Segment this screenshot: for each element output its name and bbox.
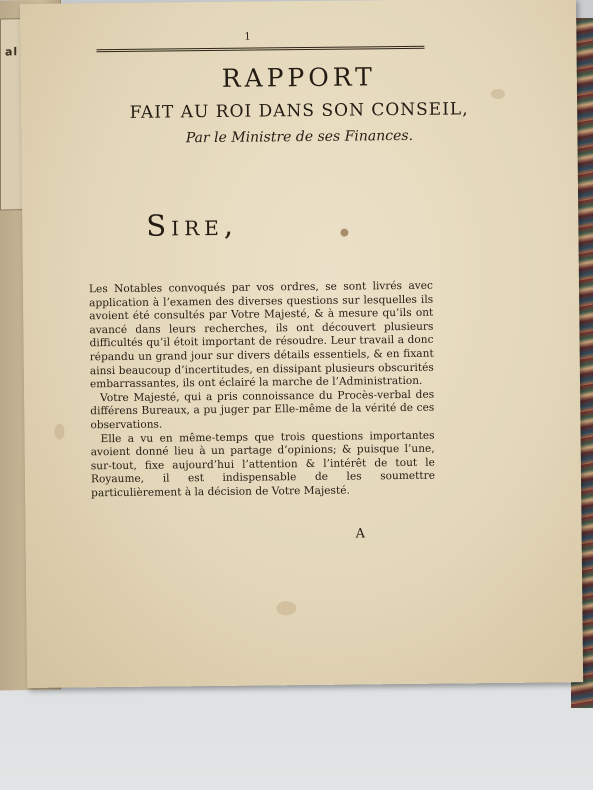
salutation: Sire, xyxy=(146,207,239,243)
paragraph: Elle a vu en même-temps que trois questions importantes avoient donné lieu à un partage d’opinions; & puisque l’une, sur-tout, fixe aujourd’hui l’attention & l’intérêt de tout le Royaume, il est indispensable de les soumettre particulièrement à la décision de Votre Majesté. xyxy=(90,429,436,500)
foxing-stain xyxy=(54,424,64,440)
title-rule xyxy=(96,46,424,52)
document-page xyxy=(20,0,583,688)
spine-label-text: al xyxy=(5,45,19,59)
paragraph: Votre Majesté, qui a pris connoissance du Procès-verbal des différens Bureaux, a pu juger par Elle-même de la vérité de ces observations. xyxy=(90,388,435,432)
paragraph: Les Notables convoqués par vos ordres, se sont livrés avec application à l’examen des diverses questions sur lesquelles ils avoient été consultés par Votre Majesté, & à mesure qu’ils ont avancé dans leurs recherches, ils ont découvert plusieurs difficultés qu’il étoit important de résoudre. Leur travail a donc répandu un grand jour sur divers détails essentiels, & en fixant ainsi beaucoup d’incertitudes, en dissipant plusieurs obscurités embarrassantes, ils ont éclairé la marche de l’Administration. xyxy=(88,279,434,391)
page-subtitle: FAIT AU ROI DANS SON CONSEIL, xyxy=(129,99,469,123)
catchword: A xyxy=(355,526,366,542)
body-text xyxy=(89,280,435,501)
foxing-stain xyxy=(276,601,296,615)
page-title: RAPPORT xyxy=(221,62,376,93)
byline: Par le Ministre de ses Finances. xyxy=(185,127,414,147)
ink-spot xyxy=(340,229,348,237)
foxing-stain xyxy=(491,89,505,99)
page-number: 1 xyxy=(244,31,251,43)
